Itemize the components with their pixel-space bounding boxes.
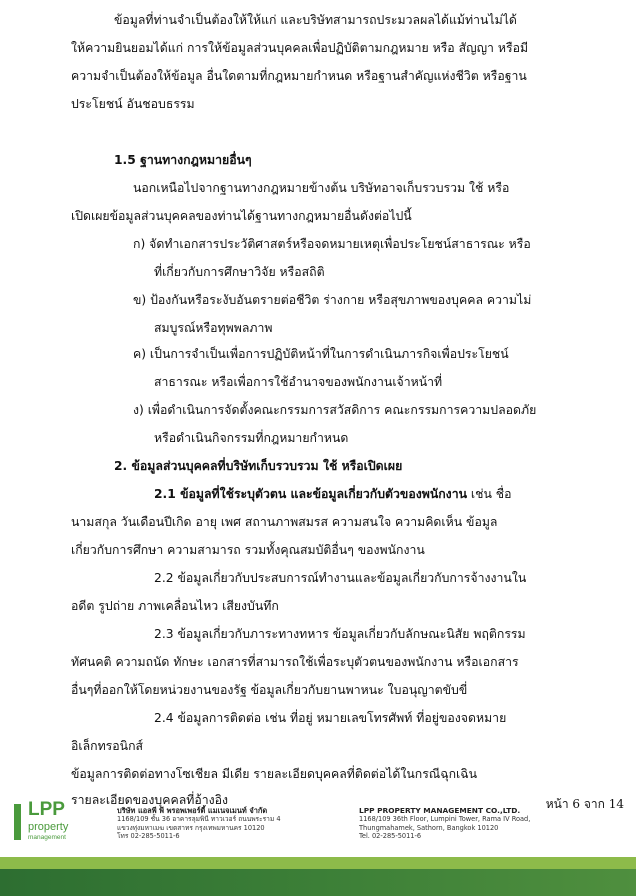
item-2-1-lead: เช่น ชื่อ [467,487,512,501]
footer-bar-light [0,857,636,869]
logo-bar [14,804,21,840]
company-logo [14,800,94,846]
logo-text-management: management [28,834,66,841]
footer-eng-company: LPP PROPERTY MANAGEMENT CO.,LTD. [359,806,521,815]
footer-thai-line: แขวงทุ่งมหาเมฆ เขตสาทร กรุงเทพมหานคร 10120 [117,823,265,832]
footer-eng-line: Tel. 02-285-5011-6 [359,832,422,840]
footer-eng-address [359,806,530,841]
footer-eng-line: 1168/109 36th Floor, Lumpini Tower, Rama IV Road, [359,815,531,823]
footer-thai-company: บริษัท แอลพี พี พรอพเพอร์ตี้ แมเนจเมนท์ จำกัด [117,806,268,815]
item-2-1-title: 2.1 ข้อมูลที่ใช้ระบุตัวตน และข้อมูลเกี่ยวกับตัวของพนักงาน [154,487,467,501]
footer-thai-address [117,806,281,841]
page-number: หน้า 6 จาก 14 [545,797,624,811]
footer-eng-line: Thungmahamek, Sathorn, Bangkok 10120 [359,823,499,832]
logo-text-lpp: LPP [28,799,65,820]
footer-thai-line: 1168/109 ชั้น 36 อาคารลุมพินี ทาวเวอร์ ถนนพระราม 4 [117,815,281,823]
footer-thai-line: โทร 02-285-5011-6 [117,832,180,840]
footer-bar-dark [0,869,636,896]
logo-text-property: property [28,821,69,833]
